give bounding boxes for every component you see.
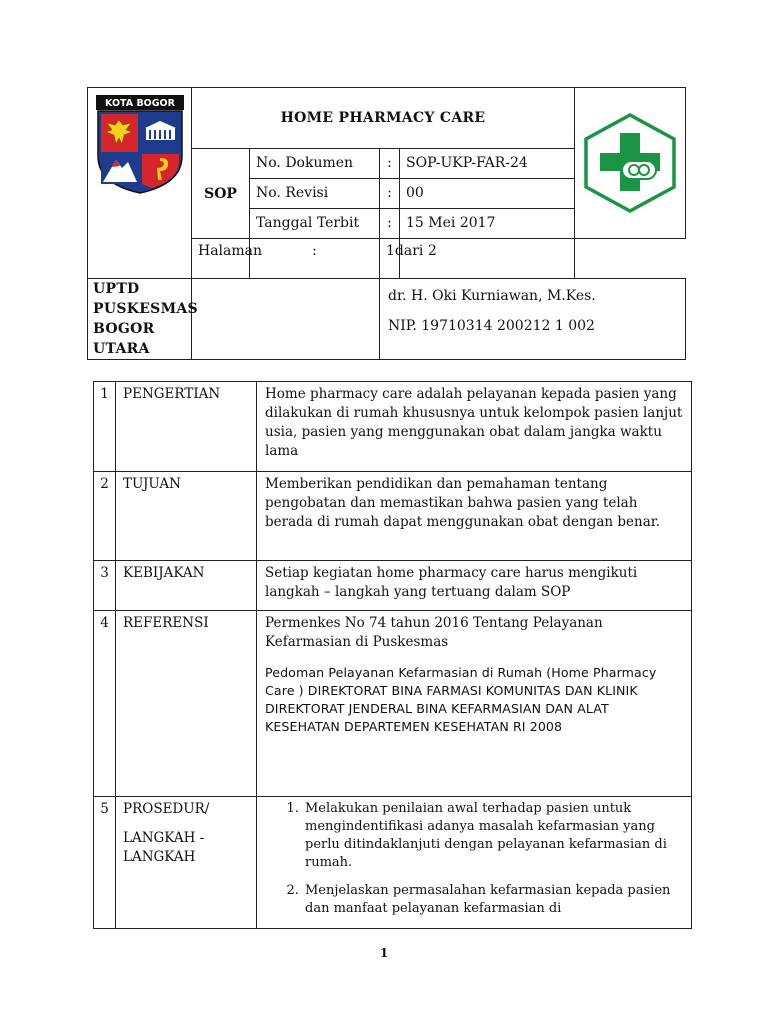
table-row [94,561,692,611]
row-label [116,797,257,929]
row-number: 2 [94,472,116,561]
organization-name [88,279,198,360]
table-row [94,472,692,561]
meta-label: No. Dokumen [250,149,380,179]
meta-colon: : [380,209,400,239]
kota-bogor-logo [90,92,190,196]
city-logo-cell [88,88,192,279]
label-line: LANGKAH [123,849,196,865]
row-number: 1 [94,382,116,472]
org-line: BOGOR UTARA [93,321,155,357]
health-logo-cell [575,88,686,239]
org-line: PUSKESMAS [93,301,198,317]
row-label: TUJUAN [116,472,257,561]
org-line: UPTD [93,281,140,297]
meta-value: SOP-UKP-FAR-24 [400,149,575,179]
signer-name: dr. H. Oki Kurniawan, M.Kes. [388,288,596,304]
meta-label: No. Revisi [250,179,380,209]
row-label: REFERENSI [116,611,257,797]
row-text: Home pharmacy care adalah pelayanan kepada pasien yang dilakukan di rumah khususnya untuk kelompok pasien lanjut usia, pasien yang menggunakan obat dalam jangka waktu lama [257,382,692,472]
row-number: 4 [94,611,116,797]
steps-list [257,800,685,918]
table-row [94,382,692,472]
row-text: Memberikan pendidikan dan pemahaman tentang pengobatan dan memastikan bahwa pasien yang telah berada di rumah dapat menggunakan obat dengan benar. [257,472,692,561]
meta-colon: : [380,149,400,179]
puskesmas-cross-icon [582,113,678,213]
document-header-table [87,87,686,360]
meta-value: 00 [400,179,575,209]
empty-cell [192,279,380,360]
meta-label: Tanggal Terbit [250,209,380,239]
row-text: Setiap kegiatan home pharmacy care harus mengikuti langkah – langkah yang tertuang dalam SOP [257,561,692,611]
meta-colon: : [380,179,400,209]
table-row [94,611,692,797]
svg-text:KOTA BOGOR: KOTA BOGOR [105,98,175,109]
reference-2: Pedoman Pelayanan Kefarmasian di Rumah (Home Pharmacy Care ) DIREKTORAT BINA FARMASI KOMUNITAS DAN KLINIK DIREKTORAT JENDERAL BINA KEFARMASIAN DAN ALAT KESEHATAN DEPARTEMEN KESEHATAN RI 2008 [265,665,657,734]
procedure-steps [257,797,692,929]
document-title: HOME PHARMACY CARE [192,88,575,149]
row-number: 3 [94,561,116,611]
row-label: KEBIJAKAN [116,561,257,611]
signature-block [380,279,686,360]
signer-nip: NIP. 19710314 200212 1 002 [388,318,595,334]
meta-colon: : [250,239,380,279]
meta-label: Halaman [192,239,250,279]
table-row [94,797,692,929]
row-text [257,611,692,797]
page-number: 1 [379,946,389,960]
sop-content-table [93,381,692,929]
list-item: 1. Melakukan penilaian awal terhadap pasien untuk mengindentifikasi adanya masalah kefarmasian yang perlu ditindaklanjuti dengan pelayanan kefarmasian di rumah. [303,800,685,872]
label-line: PROSEDUR/ [123,801,210,817]
sop-label: SOP [192,149,250,239]
list-item: 2. Menjelaskan permasalahan kefarmasian kepada pasien dan manfaat pelayanan kefarmasian di [303,882,685,918]
meta-value: 15 Mei 2017 [400,209,575,239]
meta-value: 1dari 2 [380,239,400,279]
reference-1: Permenkes No 74 tahun 2016 Tentang Pelayanan Kefarmasian di Puskesmas [265,615,603,650]
label-line: LANGKAH - [123,830,205,846]
row-label: PENGERTIAN [116,382,257,472]
row-number: 5 [94,797,116,929]
